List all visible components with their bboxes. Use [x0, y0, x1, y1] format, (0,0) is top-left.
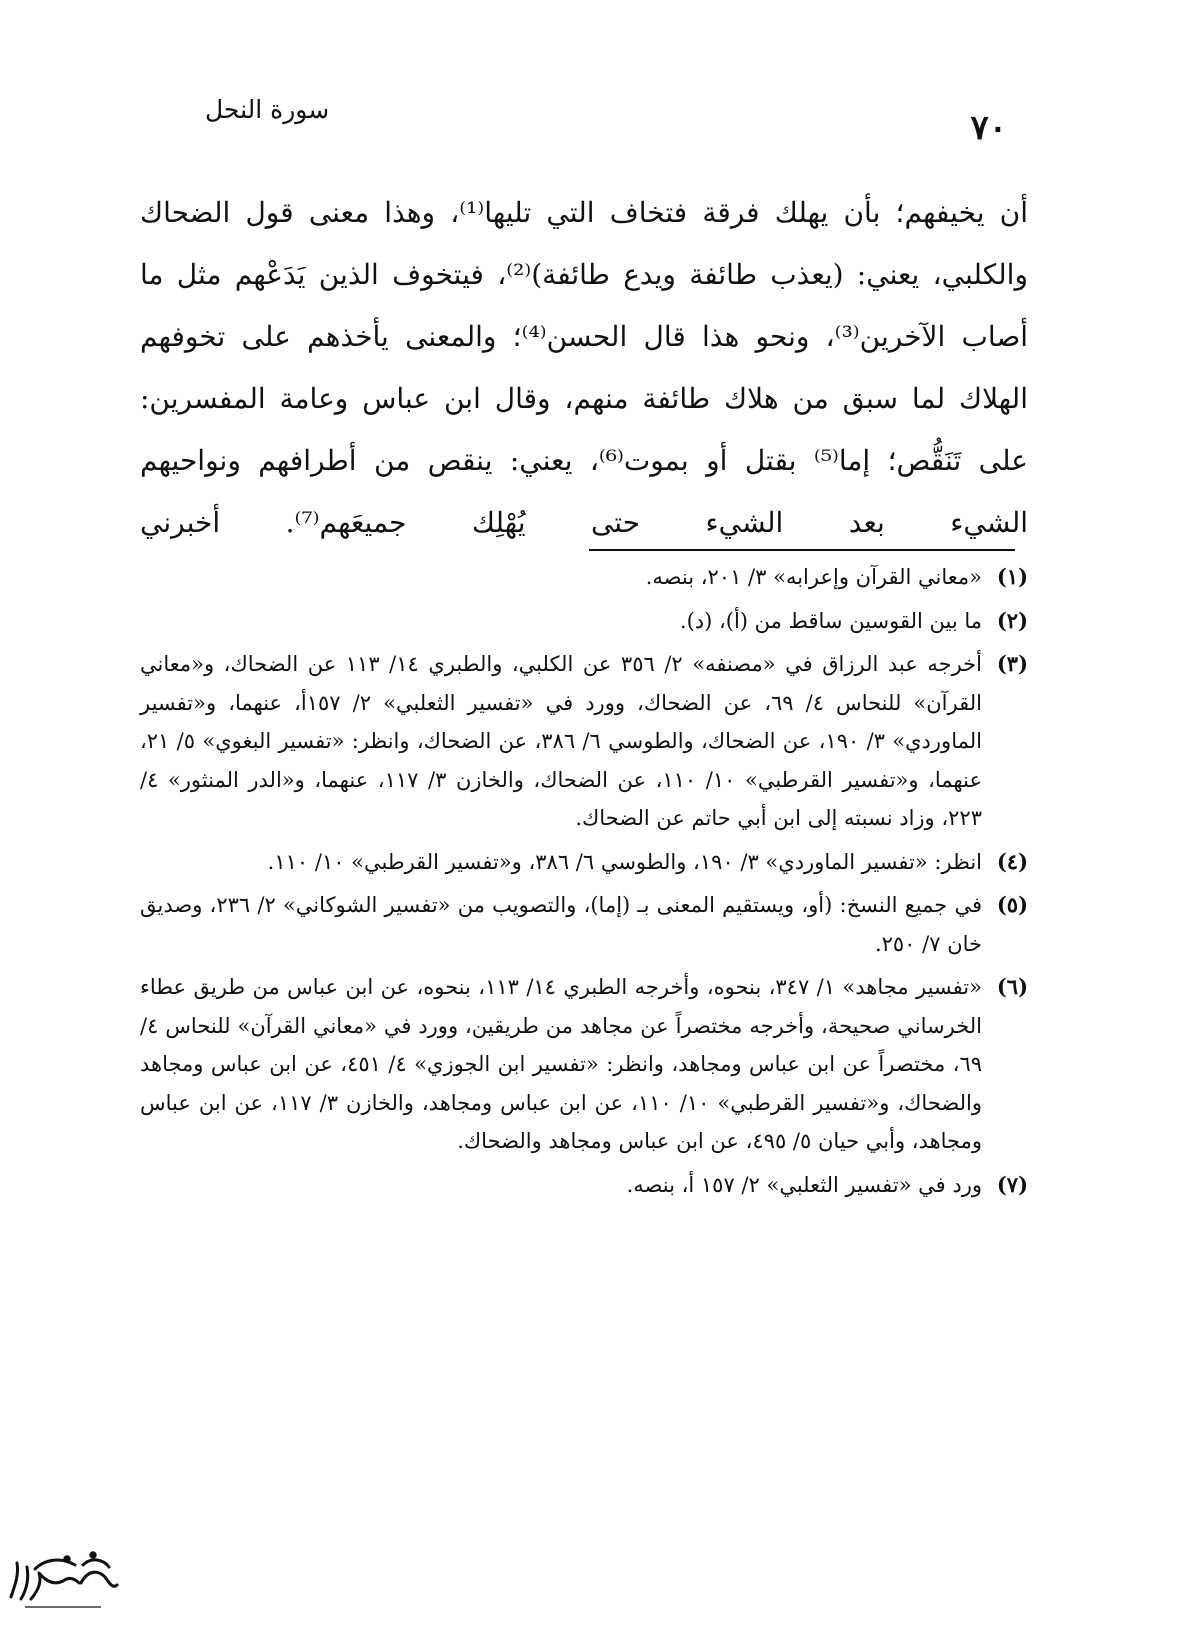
footnote-text: في جميع النسخ: (أو، ويستقيم المعنى بـ (إما)، والتصويب من «تفسير الشوكاني» ٢/ ٢٣٦، وصديق خان ٧/ ٢٥٠. [140, 893, 982, 956]
footnote-number: (٧) [996, 1171, 1028, 1197]
page-number: ٧٠ [970, 108, 1007, 148]
footnote-text: «معاني القرآن وإعرابه» ٣/ ٢٠١، بنصه. [645, 565, 982, 589]
footnote-3 [140, 645, 1028, 838]
running-header-title: سورة النحل [205, 95, 330, 124]
footnote-number: (٦) [996, 974, 1028, 999]
footnote-text: أخرجه عبد الرزاق في «مصنفه» ٢/ ٣٥٦ عن الكلبي، والطبري ١٤/ ١١٣ عن الضحاك، و«معاني القرآن» للنحاس ٤/ ٦٩، عن الضحاك، وورد في «تفسير الثعلبي» ٢/ ١٥٧أ، عنهما، و«تفسير الماوردي» ٣/ ١٩٠، عن الضحاك، والطوسي ٦/ ٣٨٦، عن الضحاك، وانظر: «تفسير البغوي» ٥/ ٢١، عنهما، و«تفسير القرطبي» ١٠/ ١١٠، عن الضحاك، والخازن ٣/ ١١٧، عنهما، و«الدر المنثور» ٤/ ٢٢٣، وزاد نسبته إلى ابن أبي حاتم عن الضحاك. [140, 652, 982, 830]
footnote-text: ورد في «تفسير الثعلبي» ٢/ ١٥٧ أ، بنصه. [626, 1172, 982, 1197]
footnote-7 [140, 1166, 1028, 1205]
footnote-number: (٣) [996, 651, 1028, 676]
main-text-block [140, 182, 1028, 554]
main-paragraph: أن يخيفهم؛ بأن يهلك فرقة فتخاف التي تليها⁽¹⁾، وهذا معنى قول الضحاك والكلبي، يعني: (يعذب طائفة ويدع طائفة)⁽²⁾، فيتخوف الذين يَدَعْهم مثل ما أصاب الآخرين⁽³⁾، ونحو هذا قال الحسن⁽⁴⁾؛ والمعنى يأخذهم على تخوفهم الهلاك لما سبق من هلاك طائفة منهم، وقال ابن عباس وعامة المفسرين: على تَنَقُّص؛ إما⁽⁵⁾ بقتل أو بموت⁽⁶⁾، يعني: ينقص من أطرافهم ونواحيهم الشيء بعد الشيء حتى يُهْلِك جميعَهم⁽⁷⁾. أخبرني [140, 196, 1029, 539]
footnote-number: (٥) [996, 892, 1028, 917]
footnote-number: (٢) [996, 607, 1028, 633]
footnote-text: ما بين القوسين ساقط من (أ)، (د). [679, 608, 982, 633]
footnote-number: (٤) [996, 848, 1028, 874]
calligraphy-logo-icon [5, 1545, 123, 1615]
footnote-text: «تفسير مجاهد» ١/ ٣٤٧، بنحوه، وأخرجه الطبري ١٤/ ١١٣، بنحوه، عن ابن عباس من طريق عطاء الخرساني صحيحة، وأخرجه مختصراً عن مجاهد من طريقين، وورد في «معاني القرآن» للنحاس ٤/ ٦٩، مختصراً عن ابن عباس ومجاهد، وانظر: «تفسير ابن الجوزي» ٤/ ٤٥١، عن ابن عباس ومجاهد والضحاك، و«تفسير القرطبي» ١٠/ ١١٠، عن ابن عباس ومجاهد، والخازن ٣/ ١١٧، عن ابن عباس ومجاهد، وأبي حيان ٥/ ٤٩٥، عن ابن عباس ومجاهد والضحاك. [140, 975, 982, 1153]
footnotes-list [140, 558, 1028, 1209]
footnote-2 [140, 602, 1028, 641]
footnote-separator [589, 549, 1015, 551]
footnote-4 [140, 843, 1028, 882]
footnote-1 [140, 558, 1028, 597]
footnote-6 [140, 968, 1028, 1161]
footnote-text: انظر: «تفسير الماوردي» ٣/ ١٩٠، والطوسي ٦/ ٣٨٦، و«تفسير القرطبي» ١٠/ ١١٠. [267, 849, 982, 874]
footnote-5 [140, 886, 1028, 963]
footnote-number: (١) [996, 564, 1028, 589]
